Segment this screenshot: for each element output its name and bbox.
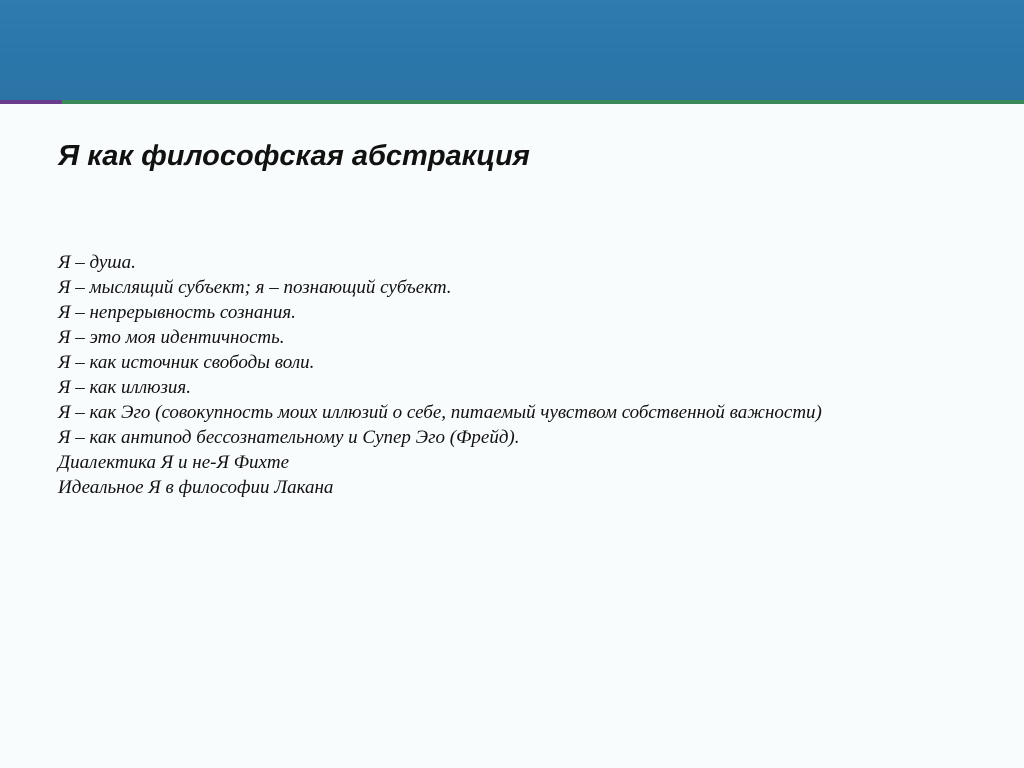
- body-line: Я – как антипод бессознательному и Супер Эго (Фрейд).: [58, 427, 520, 448]
- body-line: Я – это моя идентичность.: [58, 327, 285, 348]
- slide-body: [58, 250, 876, 500]
- body-line: Я – мыслящий субъект; я – познающий субъект.: [58, 277, 452, 298]
- body-line: Я – как источник свободы воли.: [58, 352, 315, 373]
- body-line: Я – душа.: [58, 252, 136, 273]
- body-line: Я – как иллюзия.: [58, 377, 191, 398]
- header-band: [0, 0, 1024, 100]
- body-line: Я – непрерывность сознания.: [58, 302, 296, 323]
- body-line: Идеальное Я в философии Лакана: [58, 477, 334, 498]
- header-rule: [0, 100, 1024, 104]
- body-line: Диалектика Я и не-Я Фихте: [58, 452, 290, 473]
- slide-title: Я как философская абстракция: [58, 140, 530, 172]
- header-rule-accent: [0, 100, 62, 104]
- body-line: Я – как Эго (совокупность моих иллюзий о себе, питаемый чувством собственной важности): [58, 402, 822, 423]
